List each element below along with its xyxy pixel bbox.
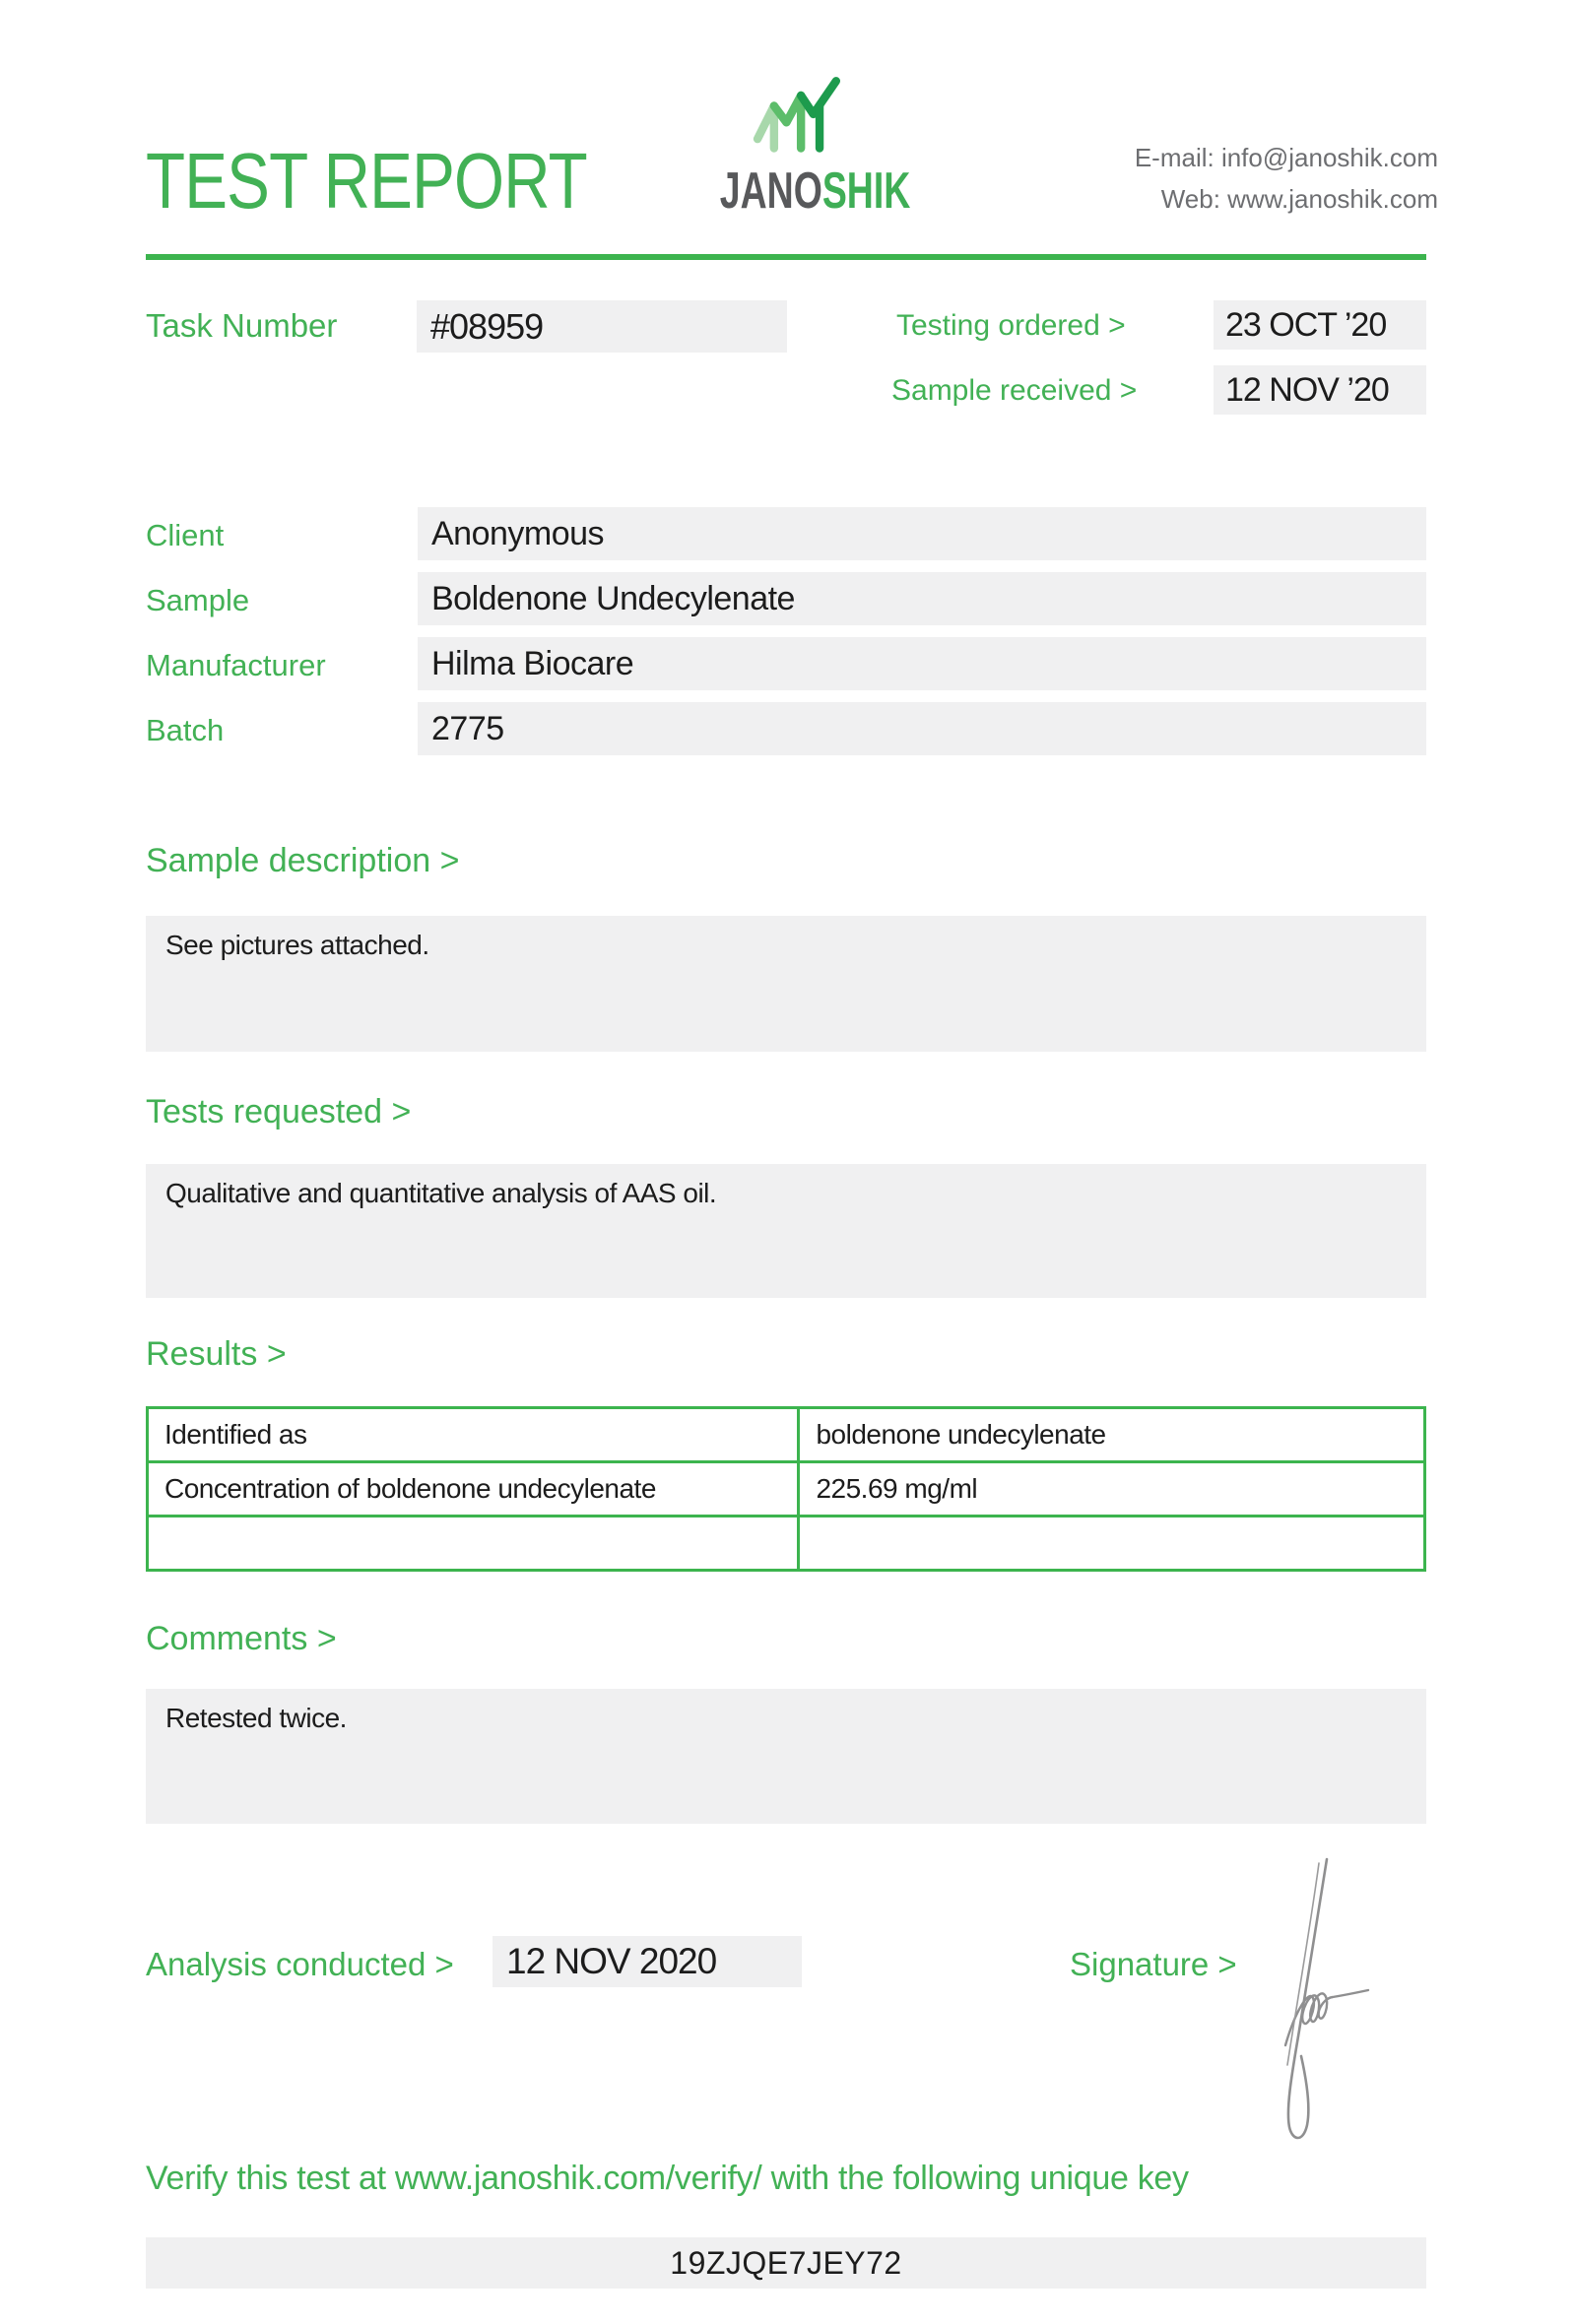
client-label: Client: [146, 518, 225, 552]
sample-description-text: See pictures attached.: [165, 930, 429, 960]
comments-text: Retested twice.: [165, 1703, 347, 1733]
tests-requested-heading: Tests requested >: [146, 1093, 412, 1130]
task-number-label: Task Number: [146, 307, 338, 344]
results-heading: Results >: [146, 1335, 287, 1373]
sample-description-heading: Sample description >: [146, 842, 460, 879]
comments-heading: Comments >: [146, 1620, 337, 1657]
batch-label: Batch: [146, 713, 225, 747]
contact-block: [1135, 138, 1438, 220]
result-concentration-label: Concentration of boldenone undecylenate: [148, 1462, 799, 1517]
verify-key: 19ZJQE7JEY72: [146, 2237, 1426, 2289]
results-table: [146, 1406, 1426, 1572]
analysis-conducted-label: Analysis conducted >: [146, 1946, 454, 1982]
contact-email: E-mail: info@janoshik.com: [1134, 143, 1438, 172]
sample-label: Sample: [146, 583, 250, 617]
testing-ordered-value: 23 OCT ’20: [1214, 300, 1426, 350]
table-row: [148, 1408, 1425, 1462]
handwritten-signature-icon: [1276, 1853, 1433, 2159]
task-number-value: #08959: [417, 300, 787, 353]
sample-value: Boldenone Undecylenate: [418, 572, 1426, 625]
result-identified-value: boldenone undecylenate: [799, 1408, 1425, 1462]
analysis-conducted-value: 12 NOV 2020: [492, 1936, 802, 1987]
table-row: [148, 1462, 1425, 1517]
janoshik-logo: [690, 75, 911, 221]
table-row: [148, 1517, 1425, 1571]
result-empty-cell: [799, 1517, 1425, 1571]
logo-wordmark: [719, 161, 911, 221]
header-divider: [146, 254, 1426, 260]
result-empty-cell: [148, 1517, 799, 1571]
sample-received-label: Sample received >: [891, 374, 1138, 407]
page-title: TEST REPORT: [146, 137, 587, 225]
verify-instruction: Verify this test at www.janoshik.com/verify/ with the following unique key: [146, 2160, 1189, 2197]
client-value: Anonymous: [418, 507, 1426, 560]
batch-value: 2775: [418, 702, 1426, 755]
signature-label: Signature >: [1070, 1946, 1237, 1982]
contact-web: Web: www.janoshik.com: [1160, 183, 1438, 214]
logo-text-shik: SHIK: [821, 162, 911, 220]
manufacturer-value: Hilma Biocare: [418, 637, 1426, 690]
sample-received-value: 12 NOV ’20: [1214, 365, 1426, 415]
tests-requested-box: [146, 1164, 1426, 1298]
tests-requested-text: Qualitative and quantitative analysis of AAS oil.: [165, 1178, 717, 1208]
sample-description-box: [146, 916, 1426, 1052]
testing-ordered-label: Testing ordered >: [896, 309, 1126, 342]
result-identified-label: Identified as: [148, 1408, 799, 1462]
logo-text-jano: JANO: [719, 162, 822, 220]
result-concentration-value: 225.69 mg/ml: [799, 1462, 1425, 1517]
comments-box: [146, 1689, 1426, 1824]
chart-growth-icon: [749, 75, 847, 158]
manufacturer-label: Manufacturer: [146, 648, 326, 682]
